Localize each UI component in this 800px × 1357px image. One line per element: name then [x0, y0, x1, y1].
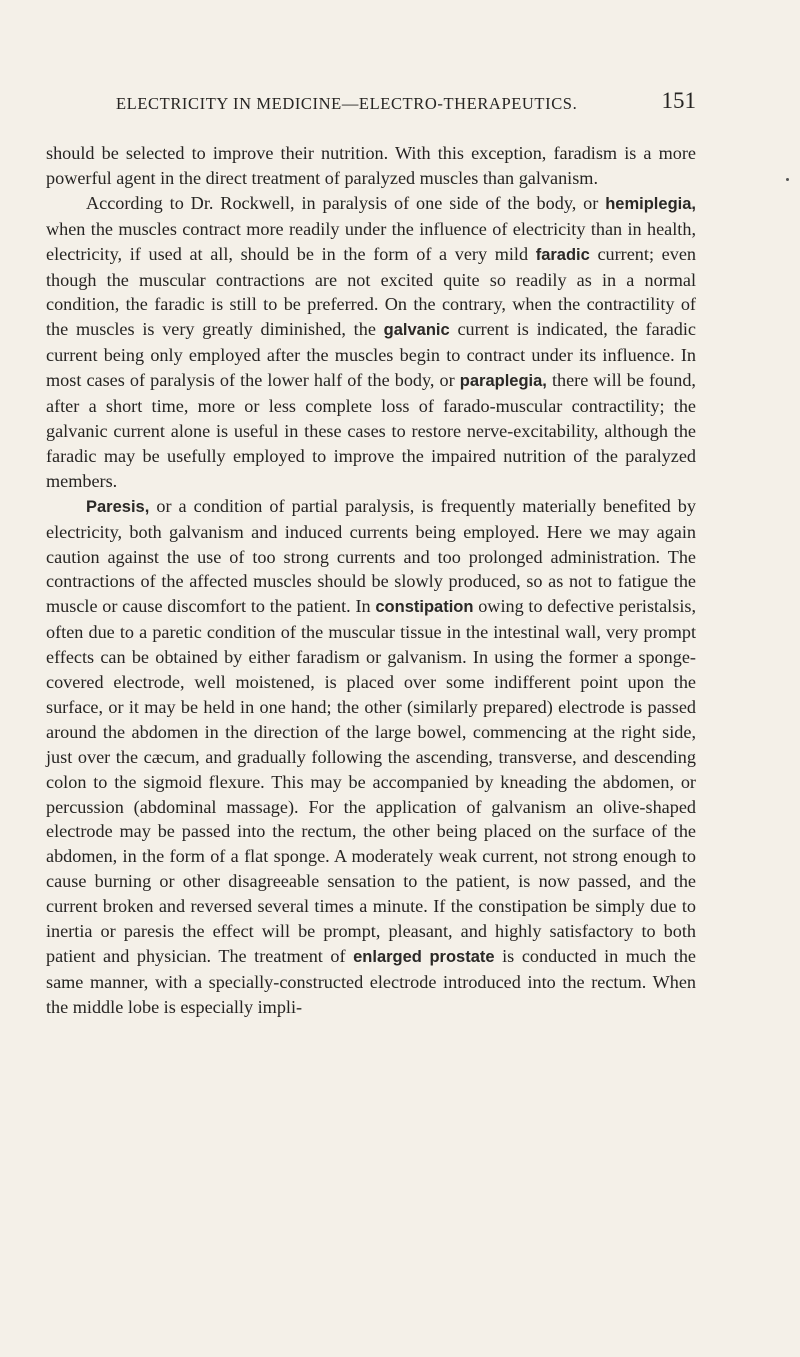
term-heading: paraplegia, [459, 372, 547, 391]
text-run: there will be found, after a short time, more or less complete loss of farado-muscular contractility; the galvanic current alone is useful in these cases to restore nerve-excitability, although the faradic may be usefully employed to improve the impaired nutrition of the paralyzed members. [46, 370, 696, 491]
term-heading: hemiplegia, [605, 194, 696, 213]
text-run: should be selected to improve their nutrition. With this exception, faradism is a more powerful agent in the direct treatment of paralyzed muscles than galvanism. [46, 143, 696, 188]
paragraph [46, 494, 696, 1020]
text-run: According to Dr. Rockwell, in paralysis of one side of the body, or [86, 192, 606, 213]
running-title: ELECTRICITY IN MEDICINE—ELECTRO-THERAPEUTICS. [116, 94, 578, 113]
paragraph [46, 141, 696, 191]
text-run: when the muscles contract more readily under the influence of electricity than in health, electricity, if used at all, should be in the form of a very mild [46, 218, 696, 264]
text-run: current is indicated, the faradic current being only employed after the muscles begin to contract under its influence. In most cases of paralysis of the lower half of the body, or [46, 319, 696, 391]
term-heading: enlarged prostate [353, 948, 495, 966]
page-number: 151 [661, 88, 696, 113]
term-heading: constipation [375, 598, 474, 617]
text-run: current; even though the muscular contractions are not excited quite so readily as in a normal condition, the faradic is still to be preferred. On the contrary, when the contractility of the muscles is very greatly diminished, the [46, 243, 696, 340]
running-header [116, 86, 696, 116]
body-text [46, 141, 696, 1020]
paragraph [46, 191, 696, 494]
term-heading: faradic [535, 245, 590, 264]
text-run: is conducted in much the same manner, with a specially-constructed electrode introduced into the rectum. When the middle lobe is especially impli- [46, 946, 696, 1017]
text-run: or a condition of partial paralysis, is frequently materially benefited by electricity, both galvanism and induced currents being employed. Here we may again caution against the use of too strong currents and too prolonged administration. The contractions of the affected muscles should be slowly produced, so as not to fatigue the muscle or cause discomfort to the patient. In [46, 495, 696, 617]
margin-dot [786, 178, 789, 181]
term-heading: Paresis, [86, 497, 150, 516]
text-run: owing to defective peristalsis, often due to a paretic condition of the muscular tissue in the intestinal wall, very prompt effects can be obtained by either faradism or galvanism. In using the former a sponge-covered electrode, well moistened, is placed over some indifferent point upon the surface, or it may be held in one hand; the other (similarly prepared) electrode is passed around the abdomen in the direction of the large bowel, commencing at the right side, just over the cæcum, and gradually following the ascending, transverse, and descending colon to the sigmoid flexure. This may be accompanied by kneading the abdomen, or percussion (abdominal massage). For the application of galvanism an olive-shaped electrode may be passed into the rectum, the other being placed on the surface of the abdomen, in the form of a flat sponge. A moderately weak current, not strong enough to cause burning or other disagreeable sensation to the patient, is now passed, and the current broken and reversed several times a minute. If the constipation be simply due to inertia or paresis the effect will be prompt, pleasant, and highly satisfactory to both patient and physician. The treatment of [46, 596, 696, 966]
term-heading: galvanic [383, 321, 450, 340]
